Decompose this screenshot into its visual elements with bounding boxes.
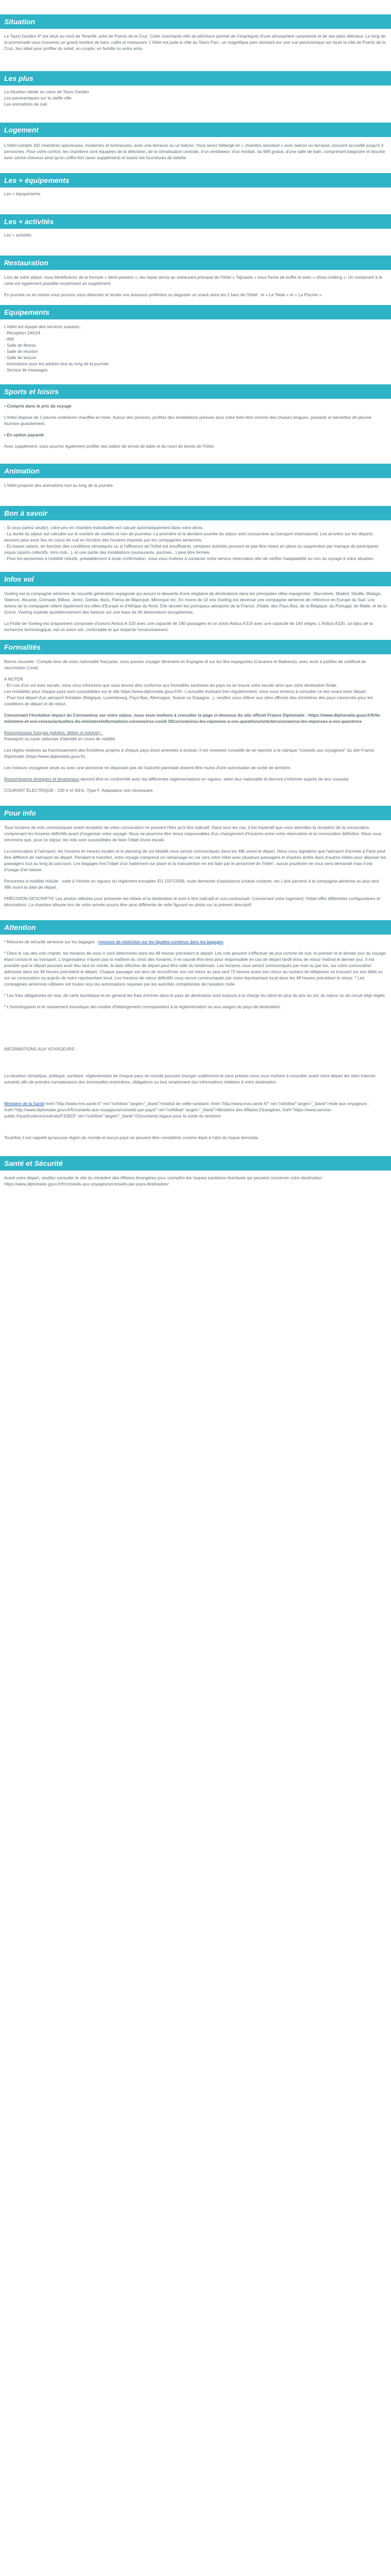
section-animation <box>0 464 391 488</box>
infos-vol-text: La Flotte de Vueling est uniquement composée d'avions Airbus A-320 avec une capacité de 180 passagers et un avion Airbus A319 avec une capacité de 144 sièges. L'Airbus A320, un bijou de la recherche technologique, est un avion sûr, confortable et qui respecte l'environnement. <box>4 621 373 632</box>
attention-item: * Les frais obligatoires de visa, de carte touristique et en général les frais d'entrée dans le pays de destination sont toujours à la charge du client en plus du prix du vol, du séjour ou du circuit déjà réglés. <box>4 993 386 998</box>
section-bon-a-savoir <box>0 506 391 562</box>
section-title: Attention <box>0 920 391 935</box>
section-title: Logement <box>0 123 391 137</box>
section-title: Equipements <box>0 305 391 319</box>
section-sports <box>0 384 391 449</box>
sports-text: Avec supplément, vous pourrez également profiter des tables de tennis de table et du court de tennis de l'hôtel. <box>4 444 215 449</box>
section-title: Animation <box>0 464 391 478</box>
liquids-restriction-link[interactable]: mesures de restriction sur les liquides contenus dans les bagages <box>98 939 223 944</box>
bon-a-savoir-item: - Pour les personnes à mobilité réduite, préalablement à toute confirmation, nous vous invitons à contacter notre service réservation afin de vérifier l'adaptabilité ou non du voyage à votre situation. <box>4 556 374 561</box>
plus-item: La situation idéale au cœur de Tauro Garden <box>4 89 89 94</box>
pour-info-text: Tous horaires de vols communiqués avant réception de votre convocation ne peuvent l'être qu'à titre indicatif. Dans tous les cas, il est impératif que vous attendiez la réception de la convocation comprenant les horaires définitifs avant d'organiser votre voyage. Nous ne pourrons être tenus responsables d'un changement d'horaires entre votre réservation et la convocation définitive. Nous vous informons que, pour ce séjour, les vols sont susceptibles de faire l'objet d'une escale. <box>4 825 382 842</box>
ministere-sante-link[interactable]: Ministère de la Santé <box>4 1101 44 1106</box>
equipements-item: - Wifi <box>4 336 14 342</box>
section-title: Sports et loisirs <box>0 384 391 399</box>
formalites-courant: COURANT ÉLECTRIQUE : 230 V et 50Hz, Type F. Adaptateur non nécessaire. <box>4 788 154 793</box>
section-equipements <box>0 305 391 373</box>
section-pour-info <box>0 806 391 908</box>
infos-voyageurs-heading: INFORMATIONS AUX VOYAGEURS : <box>4 1046 77 1052</box>
section-title: Pour info <box>0 806 391 820</box>
formalites-minors: Les mineurs voyageant seuls ou avec une personne ne disposant pas de l'autorité parentale doivent être munis d'une autorisation de sortie de territoire. <box>4 765 292 770</box>
section-title: Formalités <box>0 640 391 654</box>
equipements-item: - Salle de lecture <box>4 355 37 360</box>
sante-text: Avant votre départ, veuillez consulter le site du ministère des Affaires étrangères pour connaître les risques sanitaires éventuels qui peuvent concerner votre destination : https://www.diplomatie.gouv.fr/fr/conseils-aux-voyageurs/conseils-par-pays-destination/ <box>4 1175 324 1187</box>
plus-activites-text: Les + activités <box>4 232 31 238</box>
section-title: Les + équipements <box>0 173 391 188</box>
section-formalites <box>0 640 391 793</box>
formalites-note-heading: A NOTER <box>4 676 23 682</box>
formalites-ress-et-heading: Ressortissants étrangers et binationaux <box>4 776 79 782</box>
situation-text: Le Tauro Garden 4* est situé au nord de Tenerife, près de Puerto de la Cruz. Cette charmante ville de pêcheurs permet de s'imprégner d'une atmosphère canarienne et de ses plats délicieux. Le long de la promenade vous trouverez un grand nombre de bars, cafés et restaurant. L'hôtel est juste à côté du Taoro Parc, un magnifique parc donnant sur une vue panoramique sur toute la ville de Puerto de la Cruz, lieu idéal pour profiter du soleil, en couple, en famille ou entre amis. <box>4 33 386 51</box>
section-title: Santé et Sécurité <box>0 1156 391 1171</box>
attention-item: * L'homologation et le classement touristique des modes d'hébergement correspondent à la réglementation ou aux usages du pays de destination. <box>4 1004 281 1009</box>
equipements-intro: L'hôtel est équipé des services suivants : <box>4 324 82 329</box>
formalites-ress-fr: Passeport ou carte nationale d'identité en cours de validité. <box>4 736 116 741</box>
equipements-item: - Salle de réunion <box>4 349 38 354</box>
formalites-ress-etrangers <box>4 776 387 782</box>
formalites-note: - En cas d'un vol avec escale, nous vous informons que vous devrez être conforme aux formalités sanitaires du pays où se trouve votre escale ainsi que votre destination finale. <box>4 683 338 688</box>
plus-item: Les animations de nuit <box>4 101 47 107</box>
logement-text: L'hôtel compte 182 chambres spacieuses, modernes et lumineuses, avec une terrasse ou un balcon. Vous serez hébergé en « chambre standard » avec balcon ou terrasse, pouvant accueillir jusqu'à 3 personnes. Pour votre confort, les chambres sont équipées de la télévision, de la climatisation centrale, d'un ventilateur, d'un minibar, du Wifi gratuit, d'une salle de bain, comprenant baignoire et douche avec sèche-cheveux ainsi qu'un coffre-fort (avec supplément) et toutes les fournitures de toilette. <box>4 143 385 160</box>
formalites-text: Bonne nouvelle : Compte tenu de votre nationalité française, vous pouvez voyager librement en Espagne et sur les îles espagnoles (Canaries et Baléares), avec avoir à justifier de certificat de vaccination Covid. <box>4 659 366 670</box>
sports-text: L'hôtel dispose de 1 piscine extérieure chauffée en hiver. Autour des piscines, profitez des installations prévues pour votre bien-être comme des chaises longues, parasols et serviettes de piscine fournies gratuitement. <box>4 415 372 426</box>
attention-item: * Dans le cas des vols charter, les horaires de vous ci sont déterminés dans les 48 heures précédant le départ. Les vols peuvent s'effectuer de jour comme de nuit, le premier et le dernier jour du voyage étant consacré au transport. L'organisateur n'ayant pas la maîtrise du choix des horaires, il ne saurait être tenu pour responsable en cas de départ tardif et/ou de retour matinal le dernier jour. Il est possible que le départ pouvant avoir lieu tard en soirée, la date effective de départ peut être celle du lendemain. Les horaires vous seront communiqués par mail ou par fax, sur votre convocation adressée dans les 48 heures précédent le départ. Chaque passager est tenu de reconfirmer son vol retour au plus tard 72 heures avant son retour au numéro de téléphone se trouvant sur son billet ou sur sa convocation ou auprès de notre représentant local. Les horaires de retour définitifs vous seront communiqués par notre représentant local dans les 48 heures précédant le retour. * Les compagnies aériennes utilisées ont toutes reçu les autorisations requises par les autorités compétentes de l'aviation civile. <box>4 951 386 987</box>
page <box>0 0 391 1192</box>
section-logement <box>0 123 391 161</box>
section-title: Les plus <box>0 71 391 86</box>
pour-info-text: PRÉCISION DESCRIPTIF Les photos utilisées pour présenter les hôtels et la destination le sont à titre indicatif et non-contractuel. Concernant votre logement, l'hôtel offre différentes configurations et décorations. La chambre allouée lors de votre arrivée pourra être ainsi différente de celle figurant en photo sur le présent descriptif. <box>4 896 381 907</box>
sports-sub-option: En option payante <box>7 432 44 437</box>
equipements-item: - Salle de fitness <box>4 343 36 348</box>
section-title: Les + activités <box>0 214 391 229</box>
equipements-item: - Animations pour les adultes tout au long de la journée <box>4 361 109 366</box>
section-title: Bon à savoir <box>0 506 391 520</box>
bon-a-savoir-item: - La durée du séjour est calculée sur le nombre de nuitées et non de journées. La première et la dernière journée du séjour sont consacrées au transport international. Les arrivées sur les départs peuvent peut avoir lieu en cours de nuit en fonction des horaires imposés par les compagnies aériennes. <box>4 531 373 543</box>
formalites-covid: Concernant l'évolution impact du Coronavirus sur votre séjour, nous vous invitons à consulter la page ci-dessous du site officiel France Diplomatie : https://www.diplomatie.gouv.fr/fr/le-ministere-et-son-reseau/actualites-du-ministere/informations-coronavirus-covid-19/coronavirus-les-reponses-a-vos-questions/article/coronavirus-les-reponses-a-vos-questions <box>4 713 381 724</box>
formalites-ress-fr-heading: Ressortissants français (adultes, bébés et enfants) : <box>4 730 103 735</box>
infos-voyageurs-text: La situation climatique, politique, sanitaire, réglementaire de chaque pays du monde pouvant changer subitement et sans préavis nous vous invitons à consulter avant votre départ les sites Internet suivants afin de prendre connaissance des éventuelles restrictions, obligations ou tout simplement des informations relatives à votre destination. <box>4 1073 376 1084</box>
formalites-note: Les modalités pour chaque pays sont consultables sur le site https://www.diplomatie.gouv.fr/fr/. L'actualité évoluant très régulièrement, nous vous invitons à consulter ce lien avant votre départ. <box>4 689 367 694</box>
section-situation <box>0 14 391 52</box>
infos-voyageurs-terrorism: Toutefois il est rappelé qu'aucune région du monde et aucun pays ne peuvent être considérés comme étant à l'abri du risque terroriste. <box>4 1135 259 1140</box>
bon-a-savoir-item: - Si vous partez seul(e), votre prix en chambre individuelle est calculé automatiquement dans votre devis. <box>4 525 204 530</box>
plus-equipements-text: Les + équipements <box>4 191 41 196</box>
attention-item <box>4 939 387 945</box>
infos-voyageurs-links <box>4 1100 387 1119</box>
bon-a-savoir-item: - En basse saison, en fonction des conditions climatiques ou si l'affluence de l'hôtel est insuffisante, certaines activités peuvent ne pas être mises en place ou supprimées par manque de participants requis (sports collectifs, mini-club...), et une partie des installations (restaurants, piscines...) peut être fermée. <box>4 544 379 555</box>
section-plus-equipements <box>0 173 391 197</box>
attention-b1-pre: * Mesures de sécurité aérienne sur les bagages : <box>4 939 99 944</box>
restauration-text: Lors de votre séjour, vous bénéficierez de la formule « demi-pension », les repas servis au restaurant principal de l'hôtel « Tajinaste » sous forme de buffet et avec « show cooking ». Un restaurant à la carte est également possible moyennant un supplément. <box>4 275 382 286</box>
section-attention <box>0 920 391 1141</box>
formalites-ress-et-text: devront être en conformité avec les différentes réglementations en vigueur, selon leur nationalité et devront s'informer auprès de leur consulat. <box>79 776 350 782</box>
formalites-rules: Les règles relatives au franchissement des frontières propres à chaque pays étant amenées à évoluer, il est vivement conseillé de se reporter à la rubrique "conseils aux voyageurs" du site France Diplomatie (https://www.diplomatie.gouv.fr). <box>4 748 374 759</box>
infos-voyageurs-links-text: href="http://www.mrs.sante.fr" rel="nofollow" target="_blank">Institut de veille sanitaire, href="http://www.invs.sante.fr/" rel="nofollow" target="_blank">Aide aux voyageurs : href="http://www.diplomatie.gouv.fr/fr/conseils-aux-voyageurs/conseils-par-pays/" rel="nofollow" target="_blank">Ministère des Affaires Etrangères, href="https://www.service-public.fr/particuliers/vosdroits/F32823" rel="nofollow" target="_blank">Documents légaux pour la sortie du territoire. <box>4 1101 369 1118</box>
sports-sub-included: Compris dans le prix du voyage <box>7 403 72 409</box>
equipements-item: - Réception 24h/24 <box>4 330 41 335</box>
section-plus <box>0 71 391 107</box>
section-title: Restauration <box>0 256 391 270</box>
section-infos-vol <box>0 572 391 633</box>
attention-b1-post: . <box>223 939 225 944</box>
animation-text: L'hôtel propose des animations tout au long de la journée. <box>4 483 114 488</box>
equipements-item: - Service de massages <box>4 367 48 372</box>
section-title: Situation <box>0 14 391 29</box>
pour-info-text: Personnes à mobilité réduite : suite à l'entrée en vigueur du règlement européen EU 1107/2006, toute demande d'assistance (chaise roulante, etc.) doit parvenir à la compagnie aérienne au plus tard 48h avant la date de départ. <box>4 878 379 890</box>
restauration-text: En journée ou en soirée vous pourrez vous détendre et siroter vos boissons préférées ou déguster un snack dans les 2 bars de l'hôtel : le « Le Teide » et « La Piscine ». <box>4 292 323 297</box>
section-sante <box>0 1156 391 1187</box>
plus-item: Les panoramiques sur la vieille ville <box>4 95 72 100</box>
section-plus-activites <box>0 214 391 238</box>
infos-vol-text: Vueling est la compagnie aérienne de nouvelle génération espagnole qui assure la desserte d'une vingtaine de destinations dans les principales villes espagnoles : Barcelone, Madrid, Séville, Malaga, Valence, Alicante, Grenade, Bilbao, Jerez, Gérida, Ibiza, Palma de Majorque, Minorque etc. En moins de 10 ans Vueling est devenue une compagnie aérienne de référence en Europe du Sud. Les avions de la compagnie relient également les villes d'Europe et d'Afrique du Nord. Elle dessert les principaux aéroports de la France, d'Italie, des Pays-Bas, de la Belgique, du Portugal, de Malte, et de la Grèce. Vueling exploite quotidiennement des liaisons sur une base de 40 destinations européennes. <box>4 591 387 615</box>
formalites-note: - Pour tout départ d'un aéroport frontalier (Belgique, Luxembourg, Pays-Bas, Allemagne, Suisse ou Espagne...), veuillez vous référer aux sites officiels des ministères des pays concernés pour les conditions de départ et de retour. <box>4 695 373 706</box>
sports-subtitle: • Compris dans le prix du voyage <box>4 403 72 409</box>
section-title: Infos vol <box>0 572 391 586</box>
section-restauration <box>0 256 391 298</box>
pour-info-text: La convocation à l'aéroport, les horaires en heures locales et le planning de vol détaillé vous seront communiqués dans les 48h avant le départ. Nous vous signalons que l'aéroport d'arrivée à Paris peut être différent de l'aéroport de départ. Pendant le transfert, votre voyage comprend un ramassage en car vers votre hôtel avec plusieurs passagers et d'autres arrêts dans d'autres hôtels pour déposer les passagers tout au long du parcours. Les bagages font l'objet d'un traitement sur place et la manutention en est faite par le personnel de l'hôtel ; aucun pourboire ne vous sera demandé mais il est d'usage d'en laisser. <box>4 849 386 872</box>
sports-subtitle: • En option payante <box>4 432 44 437</box>
